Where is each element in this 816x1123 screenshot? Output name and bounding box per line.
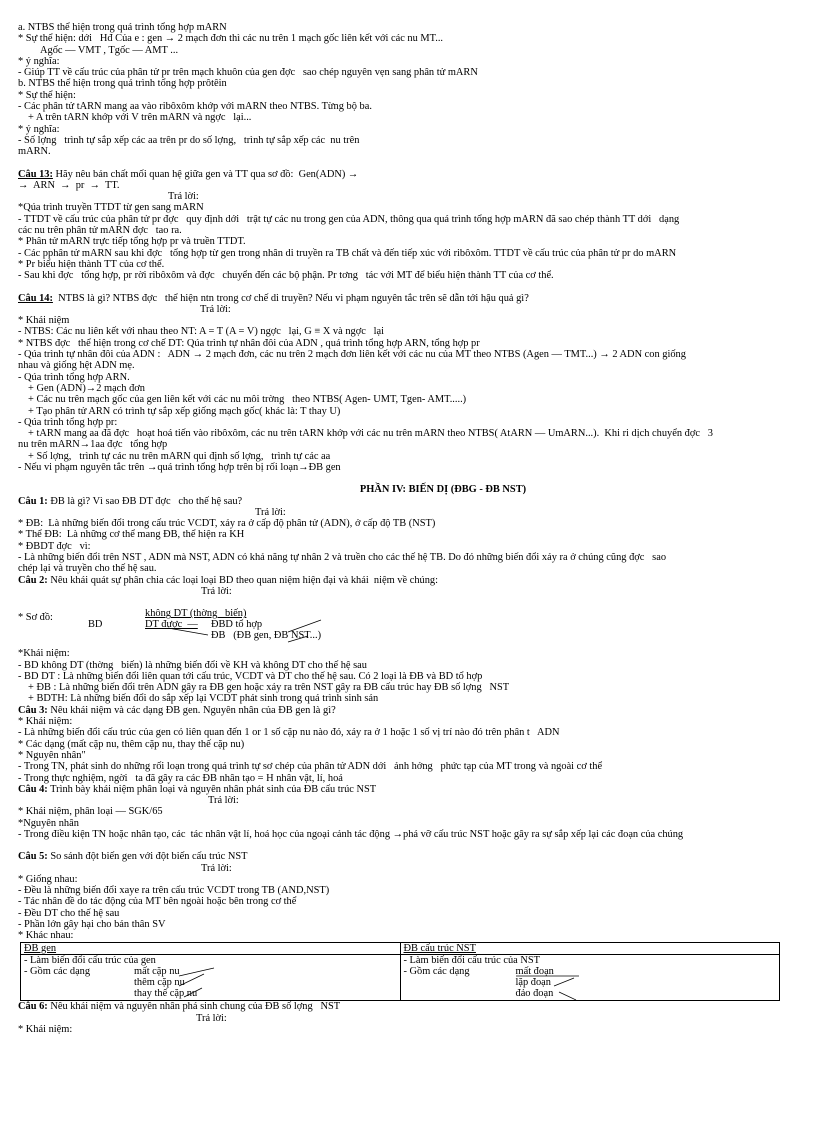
diagram-node-recombination: ĐBD tổ hợp [211, 619, 263, 631]
table-header-chromosome: ĐB cấu trúc NST [400, 942, 780, 954]
table-cell [400, 954, 780, 1000]
text-line: - Giúp TT về cấu trúc của phân tử pr trên mạch khuôn của gen đợc sao chép nguyên vẹn sang phân tử mARN [18, 67, 478, 79]
text-line: * ĐB: Là những biến đổi trong cấu trúc VCDT, xảy ra ở cấp độ phân tử (ADN), ở cấp độ TB (NST) [18, 518, 436, 530]
text-line: * Khái niệm: [18, 1023, 73, 1035]
text-line: * NTBS đợc thể hiện trong cơ chế DT: Qúa trình tự nhân đôi của ADN , quá trình tổng hợp ARN, tổng hợp pr [18, 337, 480, 349]
document-page [18, 0, 808, 1035]
question-text: NTBS là gì? NTBS đợc thể hiện ntn trong cơ chế di truyền? Nếu vi phạm nguyên tắc trên sẽ dẫn tới hậu quả gì? [52, 292, 529, 304]
text-line: - Phần lớn gây hại cho bản thân SV [18, 919, 166, 931]
answer-body [18, 315, 808, 473]
form-item: thêm cặp nu [134, 977, 185, 989]
question-text: Trình bày khái niệm phân loại và nguyên nhân phát sinh của ĐB cấu trúc NST [47, 783, 377, 795]
form-arrows [404, 966, 604, 1000]
question-label: Câu 3: [18, 704, 48, 716]
text-line: * Khái niệm: [18, 716, 73, 728]
question-label: Câu 6: [18, 1001, 48, 1013]
answer-label: Trả lời: [208, 795, 239, 807]
question-2 [18, 575, 808, 586]
text-line: Agốc — VMT , Tgốc — AMT ... [40, 44, 179, 56]
diagram-node-non-heritable: không DT (thờng biến) [145, 608, 247, 620]
answer-label: Trả lời: [200, 303, 231, 315]
question-text: Nêu khái quát sự phân chia các loại loại BD theo quan niệm hiện đại và khái niệm về chúng: [47, 574, 438, 586]
text-line: - Các pphân tử mARN sau khi đợc tổng hợp từ gen trong nhân di truyền ra TB chất và đến tiếp xúc với ribôxôm. TTDT về cấu trúc của phân tử pr do mARN [18, 247, 677, 259]
section-a-title: a. NTBS thể hiện trong quá trình tổng hợp mARN [18, 22, 227, 33]
question-text: Hãy nêu bản chất mối quan hệ giữa gen và TT qua sơ đồ: Gen(ADN) → [52, 168, 359, 180]
answer-label: Trả lời: [201, 585, 232, 597]
question-label: Câu 5: [18, 851, 48, 863]
answer-body [18, 202, 808, 281]
text-line: - Đều DT cho thế hệ sau [18, 907, 120, 919]
text-line: - Tác nhân đề do tác động của MT bên ngoài hoặc bên trong cơ thể [18, 896, 297, 908]
text-line: * Khác nhau: [18, 930, 74, 942]
answer-body [18, 874, 808, 942]
text-line: * Sự thể hiện: [18, 89, 76, 101]
diagram-label: * Sơ đồ: [18, 612, 53, 624]
text-line: các nu trên phân tử mARN đợc tao ra. [18, 225, 182, 237]
text-line: nhau và giống hệt ADN mẹ. [18, 360, 135, 372]
text-line: + A trên tARN khớp với V trên mARN và ngợc lại... [28, 112, 252, 124]
text-line: - Nếu vi phạm nguyên tắc trên →quá trình tổng hợp trên bị rối loạn→ĐB gen [18, 461, 341, 473]
section-b-title: b. NTBS thể hiện trong quá trình tổng hợp prôtêin [18, 78, 227, 90]
text-line: * Sự thể hiện: dới Hđ Của e : gen → 2 mạch đơn thì các nu trên 1 mạch gốc liên kết với các nu MT... [18, 33, 444, 45]
text-line: * ý nghĩa: [18, 55, 60, 67]
text-line: * ĐBDT đợc vì: [18, 540, 91, 552]
table-header-gene: ĐB gen [21, 942, 401, 954]
form-item: lặp đoạn [515, 977, 551, 989]
forms-block [24, 966, 397, 1000]
diagram-node-bd: BD [88, 619, 103, 631]
forms-block [404, 966, 777, 1000]
table-row [21, 954, 780, 1000]
question-text: ĐB là gì? Vì sao ĐB DT đợc cho thế hệ sau? [47, 495, 243, 507]
form-arrows [24, 966, 224, 1000]
text-line: - Trong TN, phát sinh do những rối loạn trong quá trình tự sơ chép của phân tử ADN dới ảnh hởng phức tạp của MT trong và ngoài cơ thể [18, 761, 603, 773]
answer-body [18, 518, 808, 574]
question-label: Câu 1: [18, 495, 48, 507]
question-6 [18, 1001, 808, 1012]
cell-text: - Làm biến đổi cấu trúc của NST [403, 954, 540, 966]
answer-label: Trả lời: [196, 1012, 227, 1024]
question-5 [18, 851, 808, 862]
text-line: - Qúa trình tự nhân đôi của ADN : ADN → 2 mạch đơn, các nu trên 2 mạch đơn liên kết với các nu của MT theo NTBS (Agen — TMT...) → 2 ADN con giống [18, 349, 686, 361]
answer-label: Trả lời: [201, 862, 232, 874]
text-line: *Khái niệm: [18, 648, 70, 660]
text-line: - NTBS: Các nu liên kết với nhau theo NT: A = T (A = V) ngợc lại, G ≡ X và ngợc lại [18, 326, 384, 338]
text-line: - Trong thực nghiệm, ngời ta đã gây ra các ĐB nhân tạo = H nhân vật, lí, hoá [18, 772, 343, 784]
comparison-table [20, 942, 780, 1002]
question-text: Nêu khái niệm và nguyên nhân phá sinh chung của ĐB số lợng NST [47, 1001, 341, 1013]
part-title: PHẦN IV: BIẾN DỊ (ĐBG - ĐB NST) [359, 484, 527, 496]
text-line: * Khái niệm, phân loại — SGK/65 [18, 806, 163, 818]
answer-label: Trả lời: [168, 191, 199, 203]
answer-label: Trả lời: [255, 506, 286, 518]
answer-body [18, 1024, 808, 1035]
answer-body [18, 648, 808, 704]
text-line: - Là những biến đổi trên NST , ADN mà NST, ADN có khả năng tự nhân 2 và truền cho các thế hệ TB. Do đó những biến đổi xảy ra ở chúng cũng đợc sao [18, 552, 667, 564]
question-1 [18, 496, 808, 507]
text-line: *Nguyên nhân [18, 817, 79, 829]
question-text: So sánh đột biến gen với đột biến cấu trúc NST [47, 851, 248, 863]
text-line: + Tạo phân tử ARN có trình tự sắp xếp giống mạch gốc( khác là: T thay U) [28, 405, 341, 417]
text-line: - BD không DT (thờng biến) là những biến đổi về KH và không DT cho thế hệ sau [18, 659, 367, 671]
text-line: + Gen (ADN)→2 mạch đơn [28, 382, 145, 394]
text-line: - Sau khi đợc tổng hợp, pr rời ribôxôm và đợc chuyển đến các bộ phận. Pr tơng tác với MT để biểu hiện thành TT của cơ thể. [18, 270, 554, 282]
text-line: * Thể ĐB: Là những cơ thể mang ĐB, thể hiện ra KH [18, 529, 245, 541]
text-line: + BDTH: Là những biến đổi do sắp xếp lại VCDT phát sinh trong quá trình sinh sản [28, 693, 379, 705]
text-line: + tARN mang aa đã đợc hoạt hoá tiến vào ribôxôm, các nu trên tARN khớp với các nu trên mARN theo NTBS( AtARN — UmARN...). Khi ri dịch chuyển đợc 3 [28, 428, 713, 440]
text-line: *Qúa trình truyền TTDT từ gen sang mARN [18, 202, 204, 214]
form-item: mất cặp nu [134, 966, 180, 978]
question-label: Câu 2: [18, 574, 48, 586]
text-line: * Các dạng (mất cặp nu, thêm cặp nu, thay thế cặp nu) [18, 738, 245, 750]
text-line: - Là những biến đổi cấu trúc của gen có liên quan đến 1 or 1 số cặp nu nào đó, xảy ra ở 1 hoặc 1 số vị trí nào đó trên phân t ADN [18, 727, 560, 739]
question-13 [18, 169, 808, 180]
question-label: Câu 13: [18, 168, 53, 180]
classification-diagram [18, 608, 808, 648]
forms-label: - Gồm các dạng [403, 966, 470, 978]
text-line: - BD DT : Là những biến đổi liên quan tới cấu trúc, VCDT và DT cho thế hệ sau. Có 2 loại là ĐB và BD tổ hợp [18, 670, 483, 682]
text-line: - Các phân tử tARN mang aa vào ribôxôm khớp với mARN theo NTBS. Từng bộ ba. [18, 101, 372, 113]
text-line: * Nguyên nhân" [18, 749, 86, 761]
question-label: Câu 4: [18, 783, 48, 795]
diagram-arrows [18, 608, 338, 648]
text-line: chép lại và truyền cho thế hệ sau. [18, 563, 157, 575]
form-item: thay thế cặp nu [134, 988, 198, 1000]
text-line: * Khái niệm [18, 315, 70, 327]
text-line: + Số lợng, trình tự các nu trên mARN qui định số lợng, trình tự các aa [28, 450, 331, 462]
text-line: - Qúa trình tổng hợp pr: [18, 416, 118, 428]
cell-text: - Làm biến đổi cấu trúc của gen [24, 954, 156, 966]
question-14 [18, 293, 808, 304]
text-line: - Qúa trình tổng hợp ARN. [18, 371, 130, 383]
question-text-cont: → ARN → pr → TT. [18, 179, 120, 191]
question-label: Câu 14: [18, 292, 53, 304]
text-line: - Số lợng trình tự sắp xếp các aa trên pr do số lợng, trình tự sắp xếp các nu trên [18, 134, 360, 146]
text-line: + Các nu trên mạch gốc của gen liên kết với các nu môi trờng theo NTBS( Agen- UMT, Tgen- AMT.....) [28, 394, 467, 406]
form-item: mất đoạn [515, 966, 554, 978]
text-line: - TTDT về cấu trúc của phân tử pr đợc quy định dới trật tự các nu trong gen của ADN, thông qua quá trình tổng hợp mARN đã sao chép thành TT dới dạng [18, 213, 680, 225]
question-3 [18, 705, 808, 716]
text-line: * ý nghĩa: [18, 123, 60, 135]
text-line: - Trong điều kiện TN hoặc nhân tạo, các tác nhân vật lí, hoá học của ngoại cảnh tác động →phá vỡ cấu trúc NST hoặc gây ra sự sắp xếp lại các đoạn của chúng [18, 829, 684, 840]
table-cell [21, 954, 401, 1000]
text-line: * Pr biểu hiện thành TT của cơ thể. [18, 258, 165, 270]
text-line: * Phân tử mARN trực tiếp tổng hợp pr và truền TTDT. [18, 236, 246, 248]
forms-label: - Gồm các dạng [24, 966, 91, 978]
text-line: * Giống nhau: [18, 873, 78, 885]
diagram-node-mutation: ĐB (ĐB gen, ĐB NST...) [211, 630, 322, 642]
text-line: mARN. [18, 146, 51, 158]
diagram-node-heritable: DT được — [145, 619, 198, 631]
answer-body [18, 806, 808, 840]
text-line: nu trên mARN→1aa đợc tổng hợp [18, 439, 168, 451]
answer-body [18, 716, 808, 784]
table-row [21, 942, 780, 954]
question-4 [18, 784, 808, 795]
text-line: + ĐB : Là những biến đổi trên ADN gây ra ĐB gen hoặc xảy ra trên NST gây ra ĐB cấu trúc hay ĐB số lợng NST [28, 682, 510, 694]
text-line: - Đều là những biến đổi xaye ra trên cấu trúc VCDT trong TB (AND,NST) [18, 885, 330, 897]
form-item: đảo đoạn [515, 988, 554, 1000]
question-text: Nêu khái niệm và các dạng ĐB gen. Nguyên nhân của ĐB gen là gì? [47, 704, 336, 716]
